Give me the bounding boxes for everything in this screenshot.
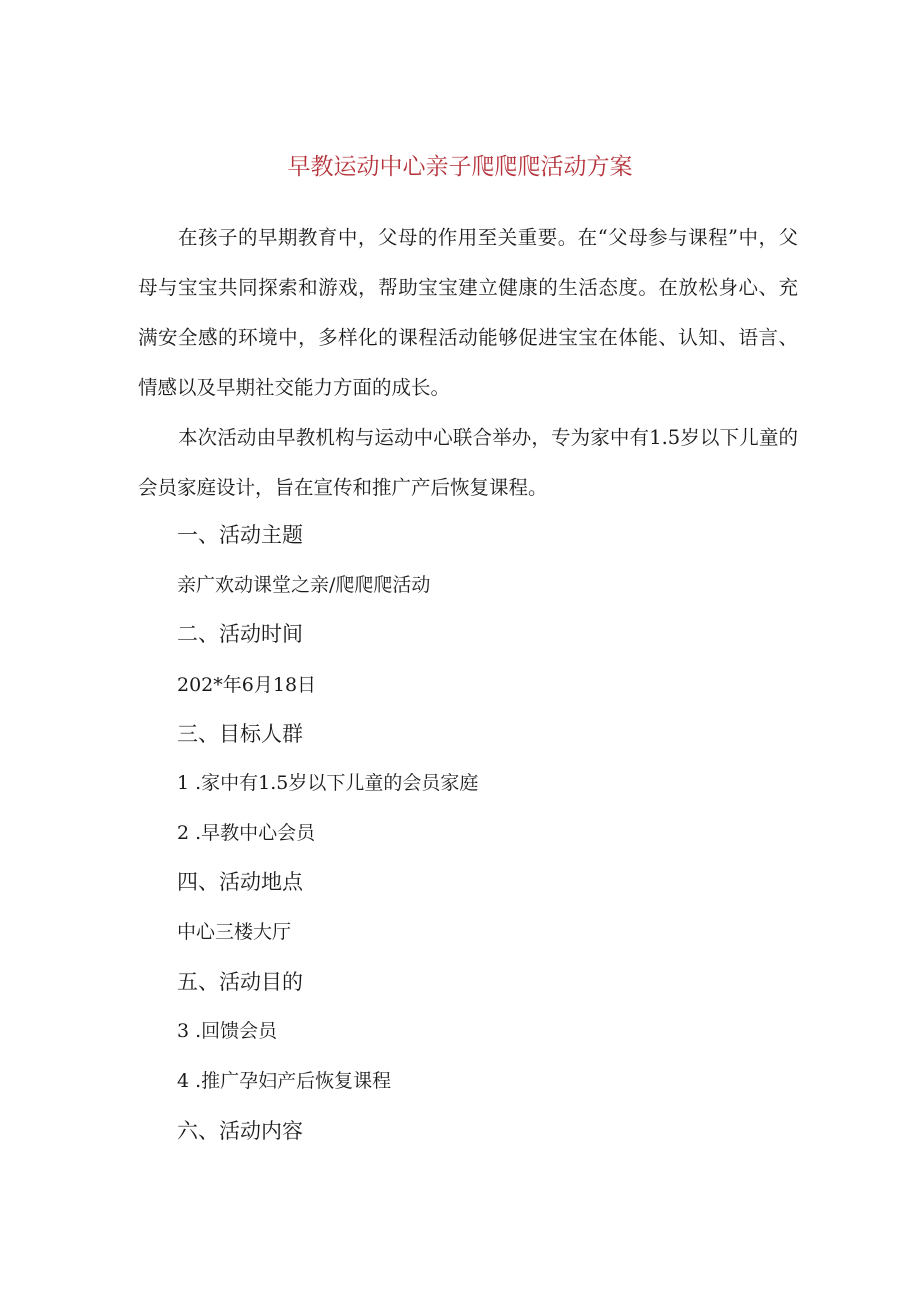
section-item-purpose-1: 3 .回馈会员 bbox=[177, 1020, 278, 1042]
section-item-purpose-2: 4 .推广孕妇产后恢复课程 bbox=[177, 1070, 392, 1092]
section-item-time: 202*年6月18日 bbox=[177, 674, 317, 696]
section-item-location: 中心三楼大厅 bbox=[177, 921, 292, 943]
section-item-audience-1: 1 .家中有1.5岁以下儿童的会员家庭 bbox=[177, 772, 479, 794]
section-item-theme: 亲广欢动课堂之亲/爬爬爬活动 bbox=[177, 574, 431, 596]
section-heading-time: 二、活动时间 bbox=[177, 622, 303, 646]
section-heading-purpose: 五、活动目的 bbox=[177, 970, 303, 994]
intro-paragraph-1: 在孩子的早期教育中，父母的作用至关重要。在“父母参与课程”中，父母与宝宝共同探索和游戏，帮助宝宝建立健康的生活态度。在放松身心、充满安全感的环境中，多样化的课程活动能够促进宝宝在体能、认知、语言、情感以及早期社交能力方面的成长。 bbox=[138, 226, 798, 399]
section-heading-location: 四、活动地点 bbox=[177, 870, 303, 894]
section-heading-theme: 一、活动主题 bbox=[177, 523, 303, 547]
section-item-audience-2: 2 .早教中心会员 bbox=[177, 822, 316, 844]
section-heading-audience: 三、目标人群 bbox=[177, 722, 303, 746]
document-title: 早教运动中心亲子爬爬爬活动方案 bbox=[287, 154, 633, 180]
section-heading-content: 六、活动内容 bbox=[177, 1119, 303, 1143]
intro-paragraph-2: 本次活动由早教机构与运动中心联合举办，专为家中有1.5岁以下儿童的会员家庭设计，旨在宣传和推广产后恢复课程。 bbox=[138, 426, 798, 499]
